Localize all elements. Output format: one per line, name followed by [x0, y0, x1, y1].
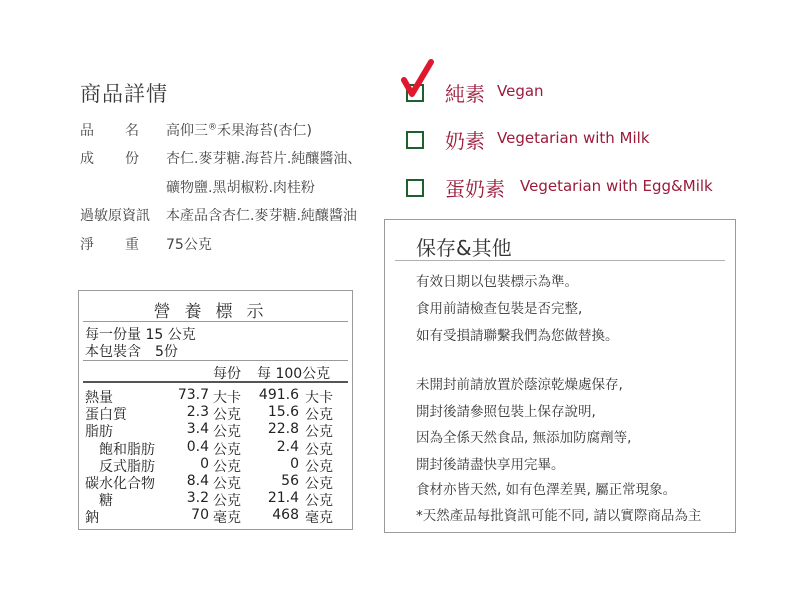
- unit-per-100g: 公克: [305, 493, 333, 510]
- value-per-100g: 22.8: [267, 421, 299, 438]
- label-product-name: [80, 120, 170, 140]
- value-product-title: 禾果海苔(杏仁): [217, 123, 312, 139]
- product-details-title: 商品詳情: [80, 82, 168, 106]
- storage-line: 如有受損請聯繫我們為您做替換。: [416, 328, 619, 344]
- diet-label-vegan-en: Vegan: [497, 82, 544, 100]
- nutrient-name: 熱量: [85, 390, 113, 406]
- nutrition-row: [79, 507, 352, 525]
- value-per-100g: 21.4: [267, 490, 299, 507]
- value-product-name: [166, 120, 312, 140]
- value-per-serving: 3.4: [186, 421, 209, 438]
- nutrient-name: 脂肪: [85, 424, 113, 441]
- nutrition-title: 營養標示: [153, 302, 278, 322]
- value-per-100g: 468: [272, 507, 299, 524]
- nutrition-divider: [83, 321, 348, 322]
- value-per-serving: 3.2: [186, 490, 209, 507]
- unit-per-serving: 公克: [213, 407, 241, 424]
- storage-line: 開封後請參照包裝上保存說明,: [416, 404, 596, 420]
- value-per-serving: 70: [191, 507, 209, 524]
- storage-line: 開封後請盡快享用完畢。: [416, 457, 565, 473]
- nutrition-facts-panel: [78, 290, 353, 530]
- unit-per-100g: 公克: [305, 458, 333, 475]
- storage-panel: [384, 219, 736, 533]
- nutrition-row: [79, 439, 352, 457]
- unit-per-100g: 公克: [305, 441, 333, 458]
- storage-line: 未開封前請放置於蔭涼乾燥處保存,: [416, 377, 623, 393]
- value-per-serving: 2.3: [186, 404, 209, 421]
- unit-per-serving: 毫克: [213, 510, 241, 527]
- value-per-100g: 491.6: [258, 387, 299, 403]
- nutrition-row: [79, 387, 352, 405]
- nutrition-row: [79, 456, 352, 474]
- value-per-serving: 0: [200, 455, 209, 472]
- unit-per-serving: 公克: [213, 493, 241, 510]
- label-allergen: 過敏原資訊: [80, 208, 150, 224]
- servings-per-package: 本包裝含 5份: [85, 344, 178, 360]
- unit-per-serving: 公克: [213, 458, 241, 475]
- col-per-100g: 每 100公克: [257, 366, 331, 382]
- label-product-name-text: 品名: [80, 123, 170, 139]
- registered-mark: ®: [208, 122, 217, 133]
- value-per-100g: 0: [290, 455, 299, 472]
- nutrient-name: 蛋白質: [85, 407, 127, 424]
- value-product-brand: 高仰三: [166, 123, 208, 139]
- value-per-100g: 15.6: [267, 404, 299, 421]
- value-per-serving: 8.4: [186, 473, 209, 489]
- storage-divider: [395, 260, 725, 261]
- value-ingredients-line1: 杏仁.麥芽糖.海苔片.純釀醬油、: [166, 151, 362, 167]
- unit-per-100g: 公克: [305, 407, 333, 424]
- unit-per-100g: 毫克: [305, 510, 333, 527]
- storage-title: 保存&其他: [416, 236, 512, 260]
- nutrient-name: 碳水化合物: [85, 476, 155, 492]
- value-ingredients-line2: 礦物鹽.黑胡椒粉.肉桂粉: [166, 180, 315, 196]
- value-per-serving: 73.7: [177, 387, 209, 403]
- value-per-100g: 56: [281, 473, 299, 489]
- serving-size: 每一份量 15 公克: [85, 327, 196, 343]
- unit-per-serving: 公克: [213, 476, 241, 492]
- diet-label-egg-milk-zh: 蛋奶素: [445, 177, 505, 201]
- diet-label-vegan-zh: 純素: [445, 82, 485, 106]
- storage-line: 因為全係天然食品, 無添加防腐劑等,: [416, 430, 632, 446]
- nutrition-divider: [83, 360, 348, 361]
- nutrient-name: 糖: [99, 493, 113, 510]
- label-net-weight-text: 淨重: [80, 237, 170, 253]
- unit-per-serving: 公克: [213, 424, 241, 441]
- label-net-weight: [80, 234, 170, 254]
- diet-label-milk-zh: 奶素: [445, 129, 485, 153]
- nutrition-row: [79, 473, 352, 491]
- nutrition-row: [79, 490, 352, 508]
- unit-per-serving: 大卡: [213, 390, 241, 406]
- diet-label-milk-en: Vegetarian with Milk: [497, 129, 650, 147]
- nutrient-name: 鈉: [85, 510, 99, 527]
- diet-checkbox-milk[interactable]: [406, 131, 424, 149]
- storage-line: 食材亦皆天然, 如有色澤差異, 屬正常現象。: [416, 482, 677, 498]
- value-per-100g: 2.4: [276, 438, 299, 455]
- nutrition-divider-thick: [83, 381, 348, 383]
- nutrition-row: [79, 421, 352, 439]
- storage-line: 有效日期以包裝標示為準。: [416, 274, 578, 290]
- storage-line: 食用前請檢查包裝是否完整,: [416, 301, 583, 317]
- nutrient-name: 反式脂肪: [99, 458, 155, 475]
- check-mark-icon: [398, 58, 434, 102]
- col-per-serving: 每份: [213, 366, 241, 382]
- nutrition-row: [79, 404, 352, 422]
- unit-per-100g: 公克: [305, 424, 333, 441]
- unit-per-serving: 公克: [213, 441, 241, 458]
- label-ingredients: [80, 148, 170, 168]
- diet-checkbox-egg-milk[interactable]: [406, 179, 424, 197]
- unit-per-100g: 公克: [305, 476, 333, 492]
- diet-label-egg-milk-en: Vegetarian with Egg&Milk: [520, 177, 713, 195]
- nutrient-name: 飽和脂肪: [99, 441, 155, 458]
- value-per-serving: 0.4: [186, 438, 209, 455]
- unit-per-100g: 大卡: [305, 390, 333, 406]
- value-net-weight: 75公克: [166, 237, 212, 253]
- value-allergen: 本產品含杏仁.麥芽糖.純釀醬油: [166, 208, 357, 224]
- label-ingredients-text: 成份: [80, 151, 170, 167]
- storage-line: *天然產品每批資訊可能不同, 請以實際商品為主: [416, 508, 702, 524]
